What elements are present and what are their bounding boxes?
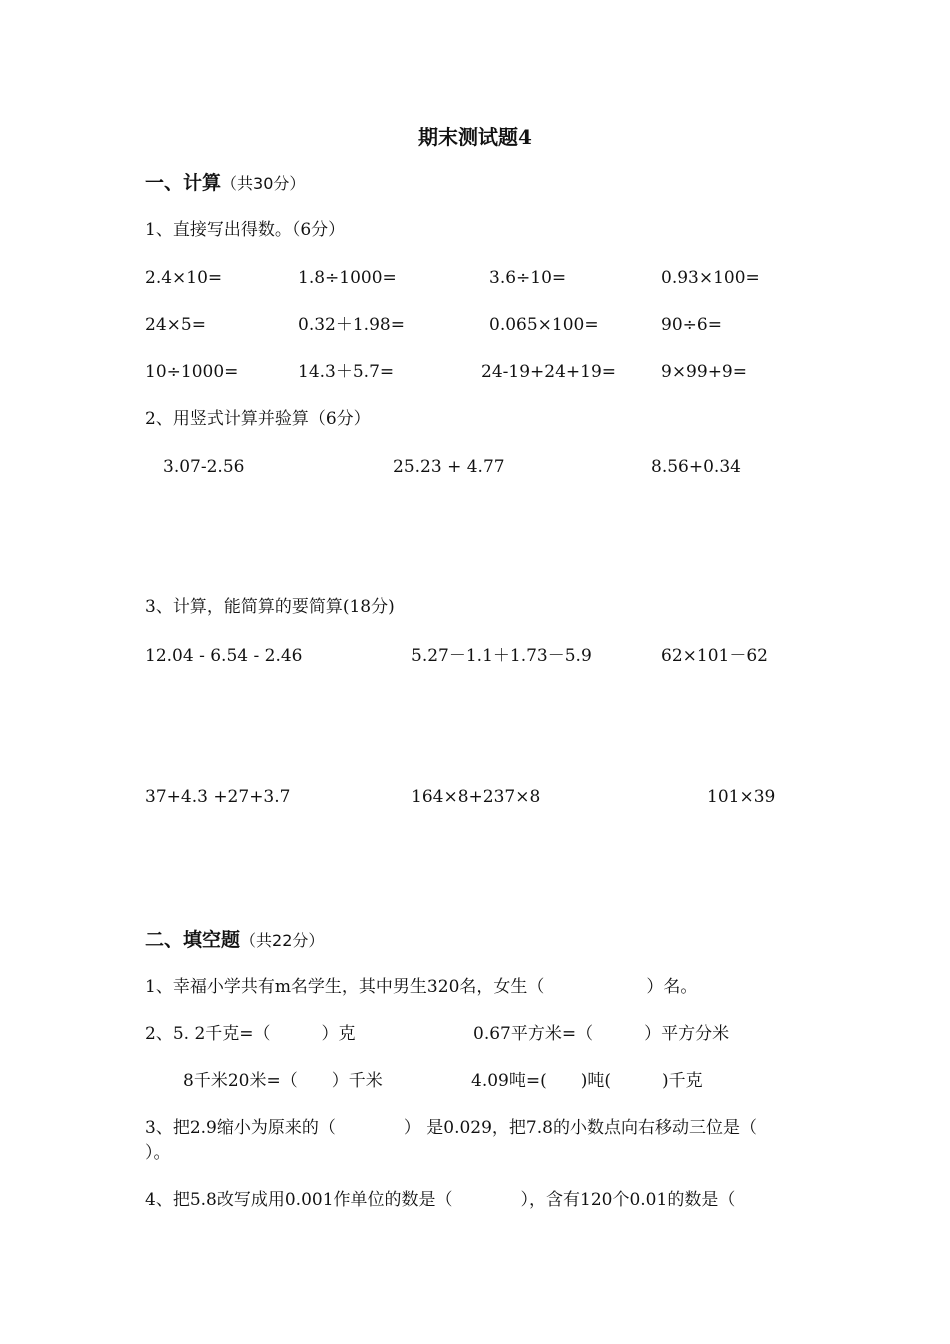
section1-points: （共30分） [221,174,306,193]
fill-question-1: 1、幸福小学共有m名学生，其中男生320名，女生（ ）名。 [145,977,698,997]
simplify-item: 62×101－62 [661,646,768,666]
fill-question-3: 3、把2.9缩小为原来的（ ） 是0.029，把7.8的小数点向右移动三位是（ [145,1118,757,1138]
section1-heading-text: 一、计算 [145,172,222,194]
calc-item: 24×5= [145,315,206,335]
calc-item: 0.32＋1.98= [298,315,405,335]
calc-item: 3.6÷10= [489,268,567,288]
q2-label: 2、用竖式计算并验算（6分） [145,409,371,429]
vertical-calc-item: 8.56+0.34 [651,457,741,477]
simplify-item: 164×8+237×8 [411,787,541,807]
section1-heading [145,172,305,195]
q3-label: 3、计算，能简算的要简算(18分) [145,597,395,617]
simplify-item: 101×39 [707,787,776,807]
calc-item: 2.4×10= [145,268,223,288]
fill-question-2c: 8千米20米=（ ）千米 [183,1071,383,1091]
fill-question-2b: 0.67平方米=（ ）平方分米 [473,1024,730,1044]
calc-item: 14.3＋5.7= [298,362,395,382]
section2-heading-text: 二、填空题 [145,929,241,951]
calc-item: 1.8÷1000= [298,268,397,288]
calc-item: 9×99+9= [661,362,747,382]
calc-item: 90÷6= [661,315,722,335]
simplify-item: 37+4.3 +27+3.7 [145,787,291,807]
simplify-item: 5.27－1.1＋1.73－5.9 [411,646,592,666]
page-title: 期末测试题4 [418,125,532,149]
simplify-item: 12.04 - 6.54 - 2.46 [145,646,303,666]
vertical-calc-item: 25.23 + 4.77 [393,457,505,477]
fill-question-3-cont: ）。 [145,1143,171,1163]
calc-item: 0.065×100= [489,315,599,335]
fill-question-4: 4、把5.8改写成用0.001作单位的数是（ ），含有120个0.01的数是（ [145,1190,736,1210]
fill-question-2d: 4.09吨=( )吨( )千克 [471,1071,703,1091]
vertical-calc-item: 3.07-2.56 [163,457,245,477]
calc-item: 10÷1000= [145,362,239,382]
fill-question-2a: 2、5. 2千克=（ ）克 [145,1024,356,1044]
calc-item: 24-19+24+19= [481,362,617,382]
section2-points: （共22分） [240,931,325,950]
section2-heading [145,929,324,952]
q1-label: 1、直接写出得数。（6分） [145,220,346,240]
calc-item: 0.93×100= [661,268,760,288]
